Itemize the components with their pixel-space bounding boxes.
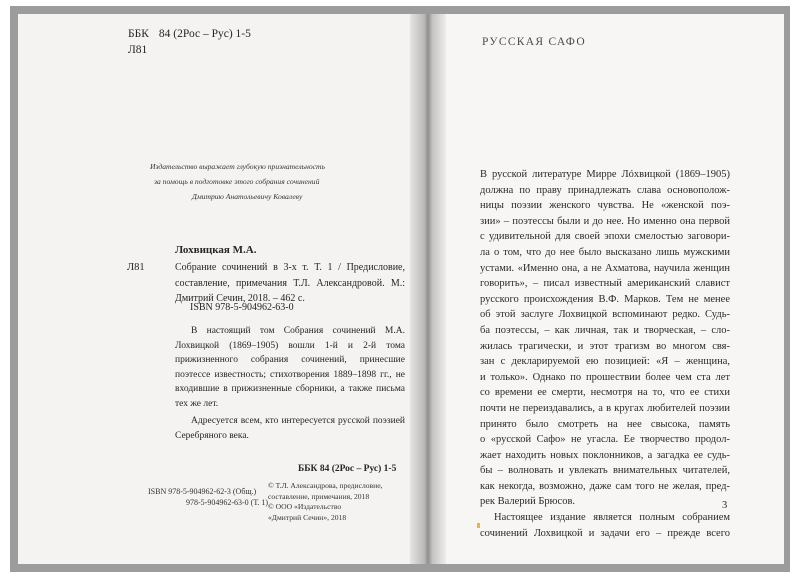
bibliographic-description: Собрание сочинений в 3-х т. Т. 1 / Предисловие, составление, примечания Т.Л. Александровой. М.: Дмитрий Сечин, 2018. – 462 с. (175, 262, 405, 304)
isbn-entry: ISBN 978-5-904962-62-3 (Общ.) (148, 487, 257, 496)
text-line: сочинений Лохвицкой и задачи его – прежде всего (480, 527, 730, 539)
acknowledgement-line: за помощь в подготовке этого собрания сочинений (154, 177, 320, 186)
copyright-line: составление, примечания, 2018 (268, 491, 370, 501)
bbk-label: ББК (128, 28, 149, 40)
text-line: рек Валерий Брюсов. (480, 496, 576, 508)
copyright-line: «Дмитрий Сечин», 2018 (268, 512, 347, 522)
author-mark-bib: Л81 (127, 262, 145, 273)
running-title: РУССКАЯ САФО (482, 36, 586, 48)
text-line: говорить», – писал известный американский славист (480, 278, 730, 290)
text-line: принято было смотреть на нее свысока, память (480, 418, 730, 430)
bbk-code: 84 (2Рос – Рус) 1-5 (158, 28, 251, 40)
printer-mark (477, 523, 480, 528)
bbk-bottom: ББК 84 (2Рос – Рус) 1-5 (298, 464, 397, 474)
text-line: жилась трагически, и этот трагизм во многом свя- (480, 340, 730, 352)
annotation: В настоящий том Собрания сочинений М.А. Лохвицкой (1869–1905) вошли 1-й и 2-й тома прижизненного собрания сочинений, принесшие поэтессе известность; стихотворения 1889–1898 гг., не входившие в прижизненные сборники, а также письма тех же лет. (175, 326, 405, 409)
text-line: почти не переиздавались, а в кругах любителей поэзии (480, 402, 730, 414)
text-line: В русской литературе Мирре Лóхвицкой (1869–1905) (480, 169, 730, 180)
text-line: ницы поэзии женского чувства. Не «женской поэ- (480, 200, 730, 212)
isbn-entry: 978-5-904962-63-0 (Т. 1) (186, 498, 269, 507)
text-line: жает находить новых поклонников, а загадка ее судь- (480, 449, 730, 461)
text-line: об этой заслуге Лохвицкой вспоминают редко. Судь- (480, 309, 730, 321)
audience-note: Адресуется всем, кто интересуется русской поэзией Серебряного века. (175, 416, 405, 441)
copyright-line: © ООО «Издательство (268, 502, 342, 511)
copyright-notice (268, 481, 408, 523)
body-text (480, 167, 730, 541)
isbn-list (148, 486, 268, 508)
text-line: о «русской Сафо» не угасла. Ее творчество продол- (480, 434, 730, 446)
text-line: должна по праву принадлежать слава основополож- (480, 184, 730, 196)
author-name: Лохвицкая М.А. (175, 244, 257, 256)
book-gutter (410, 14, 446, 564)
author-mark: Л81 (128, 44, 148, 56)
acknowledgement-line: Дмитрию Анатольевичу Ковалеву (192, 192, 303, 201)
bbk-classification (128, 26, 251, 58)
text-line: как некогда, возможно, даже сам того не желая, пред- (480, 480, 730, 492)
text-line: устами. «Именно она, а не Ахматова, научила женщин (480, 262, 730, 274)
isbn: ISBN 978-5-904962-63-0 (190, 302, 294, 313)
text-line: ба поэтессы, – как личная, так и творческая, – сло- (480, 324, 730, 336)
text-line: зии» – поэтессы были и до нее. Но именно она первой (480, 215, 730, 227)
text-line: Настоящее издание является полным собранием (494, 512, 730, 524)
page-number: 3 (722, 500, 728, 511)
text-line: зан с декларируемой ею позицией: «Я – женщина, (480, 356, 730, 368)
text-line: с удивительной для своей эпохи смелостью заговори- (480, 231, 730, 243)
acknowledgement-line: Издательство выражает глубокую признательность (150, 162, 325, 171)
text-line: ла о том, что до нее было высказано лишь мужскими (480, 246, 730, 258)
copyright-line: © Т.Л. Александрова, предисловие, (268, 481, 383, 490)
text-line: со времени ее смерти, несмотря на то, что ее стихи (480, 387, 730, 399)
text-line: бы – волновать и увлекать внимательных читателей, (480, 465, 730, 477)
text-line: русского происхождения В.Ф. Марков. Тем не менее (480, 293, 730, 305)
text-line: и только». Однако по прошествии более чем ста лет (480, 371, 730, 383)
acknowledgement (150, 159, 358, 204)
